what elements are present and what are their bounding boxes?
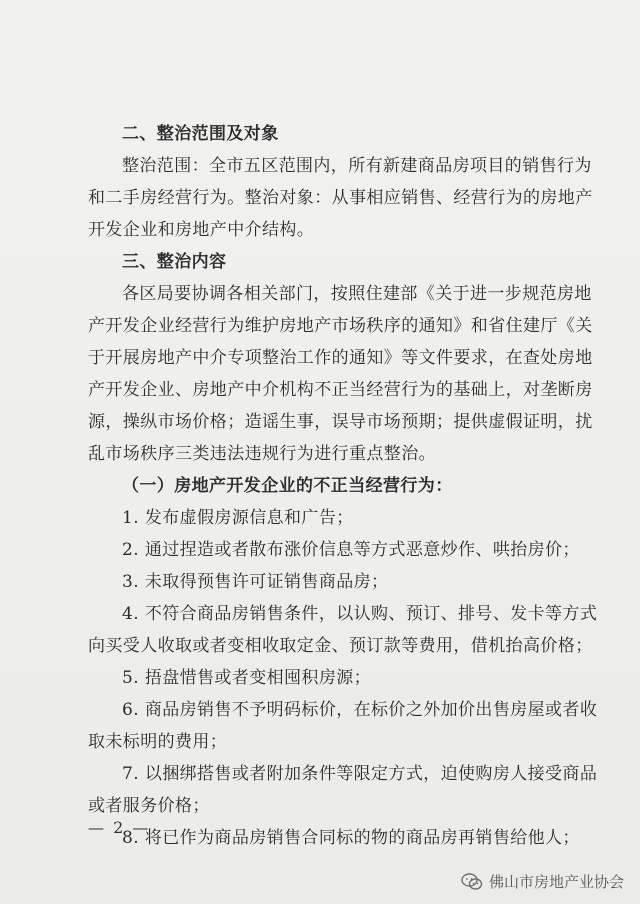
text-line: 各区局要协调各相关部门，按照住建部《关于进一步规范房地 (122, 284, 592, 304)
text-line: 乱市场秩序三类违法违规行为进行重点整治。 (88, 444, 436, 464)
text-line: 开发企业和房地产中介结构。 (88, 220, 315, 240)
list-item: 2. 通过捏造或者散布涨价信息等方式恶意炒作、哄抬房价； (122, 540, 580, 560)
watermark-text: 佛山市房地产业协会 (488, 873, 624, 891)
section-heading: 二、整治范围及对象 (122, 124, 279, 144)
subsection-heading: （一）房地产开发企业的不正当经营行为： (122, 476, 453, 496)
document-body (88, 118, 598, 854)
list-item: 5. 捂盘惜售或者变相囤积房源； (122, 668, 372, 688)
list-item: 7. 以捆绑搭售或者附加条件等限定方式，迫使购房人接受商品 (122, 764, 598, 784)
list-item: 8. 将已作为商品房销售合同标的物的商品房再销售给他人； (122, 828, 580, 848)
list-item-continuation: 或者服务价格； (88, 796, 210, 816)
page-number: — 2 — (88, 818, 151, 837)
text-line: 于开展房地产中介专项整治工作的通知》等文件要求，在查处房地 (88, 348, 593, 368)
text-line: 源，操纵市场价格；造谣生事，误导市场预期；提供虚假证明，扰 (88, 412, 593, 432)
list-item-continuation: 向买受人收取或者变相收取定金、预订款等费用，借机抬高价格； (88, 636, 593, 656)
list-item: 1. 发布虚假房源信息和广告； (122, 508, 354, 528)
text-line: 产开发企业经营行为维护房地产市场秩序的通知》和省住建厅《关 (88, 316, 593, 336)
text-line: 整治范围：全市五区范围内，所有新建商品房项目的销售行为 (122, 156, 592, 176)
text-line: 和二手房经营行为。整治对象：从事相应销售、经营行为的房地产 (88, 188, 593, 208)
source-watermark (461, 871, 624, 892)
list-item-continuation: 取未标明的费用； (88, 732, 228, 752)
list-item: 3. 未取得预售许可证销售商品房； (122, 572, 389, 592)
list-item: 6. 商品房销售不予明码标价，在标价之外加价出售房屋或者收 (122, 700, 598, 720)
list-item: 4. 不符合商品房销售条件，以认购、预订、排号、发卡等方式 (122, 604, 598, 624)
section-heading: 三、整治内容 (122, 252, 227, 272)
text-line: 产开发企业、房地产中介机构不正当经营行为的基础上，对垄断房 (88, 380, 593, 400)
wechat-icon (461, 873, 483, 891)
